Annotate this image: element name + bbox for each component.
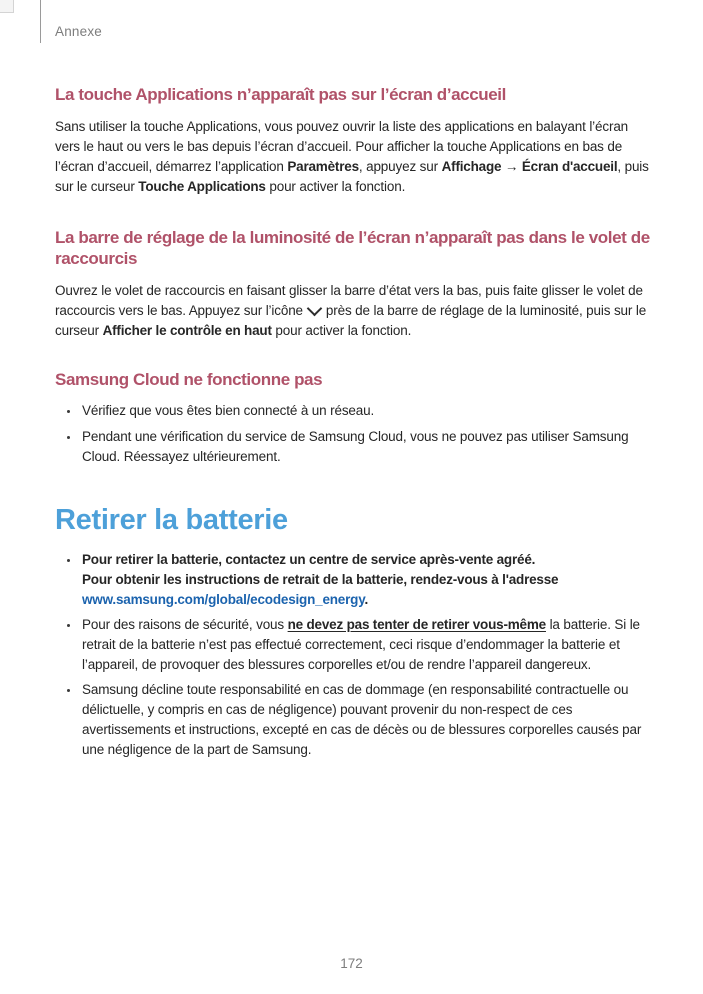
text-segment: Paramètres — [287, 159, 359, 174]
ecodesign-energy-link[interactable]: www.samsung.com/global/ecodesign_energy — [82, 592, 365, 607]
text-segment: pour activer la fonction. — [271, 323, 412, 338]
list-item-text — [82, 615, 651, 675]
bullet-dot — [67, 559, 70, 562]
text-segment: Ouvrez le volet de raccourcis en faisant glisser la barre d’état vers la bas, puis faite glisser le volet de raccourcis vers le bas. Appuyez sur l’icône — [55, 283, 643, 318]
samsung-cloud-bullet-list — [55, 401, 651, 467]
text-segment: Samsung décline toute responsabilité en cas de dommage (en responsabilité contractuelle ou délictuelle, y compris en cas de négligence) pouvant provenir du non-respect de ces avertissements et instructions, excepté en cas de décès ou de blessures corporelles causés par une négligence de la part de Samsung. — [82, 682, 642, 757]
text-segment: Sans utiliser la touche Applications, vous pouvez ouvrir la liste des applications en balayant l’écran vers le haut ou vers le bas depuis l’écran d’accueil. Pour afficher la touche Applications en bas de l’écran d’accueil, démarrez l’application — [55, 119, 629, 174]
list-item — [55, 401, 651, 421]
page-number: 172 — [340, 956, 363, 971]
header-divider — [40, 0, 41, 43]
text-segment: Affichage — [441, 159, 502, 174]
running-header: Annexe — [55, 24, 102, 39]
list-item — [55, 615, 651, 675]
list-item-text — [82, 680, 651, 760]
bullet-dot — [67, 689, 70, 692]
paragraph-apps-key — [55, 117, 651, 197]
page-content — [55, 84, 651, 765]
text-segment: pour activer la fonction. — [265, 179, 406, 194]
text-segment: , appuyez sur — [358, 159, 442, 174]
bullet-dot — [67, 436, 70, 439]
section-heading-samsung-cloud: Samsung Cloud ne fonctionne pas — [55, 370, 323, 389]
list-item — [55, 550, 651, 610]
text-segment: . — [364, 592, 369, 607]
text-segment: → — [501, 159, 522, 174]
text-segment: Vérifiez que vous êtes bien connecté à un réseau. — [82, 403, 375, 418]
section-heading-remove-battery: Retirer la batterie — [55, 504, 288, 536]
section-heading-brightness-bar: La barre de réglage de la luminosité de l’écran n’apparaît pas dans le volet de raccourcis — [55, 228, 650, 268]
page-corner-mark — [0, 0, 14, 13]
text-segment: près de la barre de réglage de la luminosité, puis sur le curseur — [55, 303, 647, 338]
paragraph-brightness-bar — [55, 281, 651, 341]
text-segment: Pendant une vérification du service de Samsung Cloud, vous ne pouvez pas utiliser Samsung Cloud. Réessayez ultérieurement. — [82, 429, 629, 464]
list-item-text — [82, 550, 651, 610]
text-segment: Pour des raisons de sécurité, vous — [82, 617, 288, 632]
list-item-text — [82, 427, 651, 467]
text-segment: Touche Applications — [138, 179, 266, 194]
chevron-down-icon — [307, 301, 323, 317]
text-segment: la batterie. Si le retrait de la batterie n’est pas effectué correctement, ceci risque d’endommager la batterie et l’appareil, de provoquer des blessures corporelles et/ou de rendre l’appareil dangereux. — [82, 617, 640, 672]
text-segment: , puis sur le curseur — [55, 159, 649, 194]
bullet-dot — [67, 410, 70, 413]
list-item — [55, 680, 651, 760]
text-segment: ne devez pas tenter de retirer vous-même — [287, 617, 546, 632]
remove-battery-bullet-list — [55, 550, 651, 760]
list-item-text — [82, 401, 651, 421]
section-heading-apps-key: La touche Applications n’apparaît pas sur l’écran d’accueil — [55, 85, 506, 104]
text-segment: Pour retirer la batterie, contactez un centre de service après-vente agréé. — [82, 552, 536, 567]
list-item — [55, 427, 651, 467]
text-segment: Écran d'accueil — [521, 159, 618, 174]
bullet-dot — [67, 624, 70, 627]
text-segment: Pour obtenir les instructions de retrait de la batterie, rendez-vous à l'adresse — [82, 572, 559, 587]
text-segment: Afficher le contrôle en haut — [102, 323, 272, 338]
